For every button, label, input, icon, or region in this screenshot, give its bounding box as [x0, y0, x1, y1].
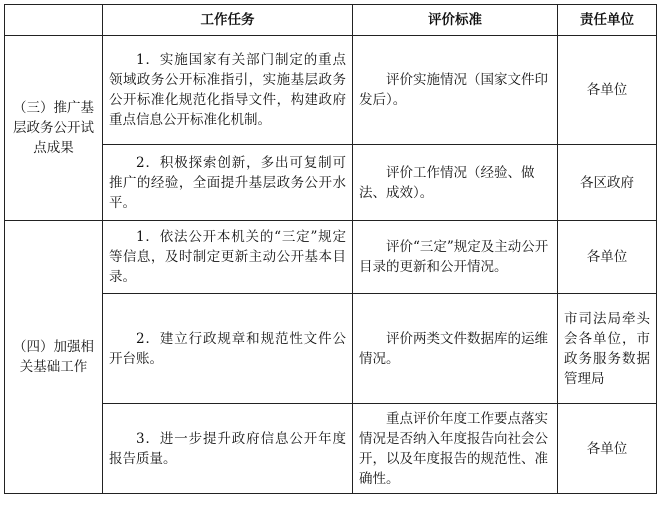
table-row	[5, 404, 657, 494]
table-row	[5, 145, 657, 221]
header-standard: 评价标准	[353, 5, 558, 36]
standard-cell: 评价两类文件数据库的运维情况。	[353, 294, 558, 404]
table-row	[5, 294, 657, 404]
header-unit: 责任单位	[558, 5, 657, 36]
standard-cell: 评价“三定”规定及主动公开目录的更新和公开情况。	[353, 221, 558, 294]
unit-cell: 各单位	[558, 221, 657, 294]
category-cell: （三）推广基层政务公开试点成果	[5, 36, 103, 221]
header-category	[5, 5, 103, 36]
unit-cell: 市司法局牵头会各单位，市政务服务数据管理局	[558, 294, 657, 404]
table-row	[5, 36, 657, 145]
standard-cell: 评价实施情况（国家文件印发后）。	[353, 36, 558, 145]
task-cell: 2．建立行政规章和规范性文件公开台账。	[103, 294, 353, 404]
unit-cell: 各单位	[558, 36, 657, 145]
task-cell: 1．依法公开本机关的“三定”规定等信息，及时制定更新主动公开基本目录。	[103, 221, 353, 294]
task-cell: 2．积极探索创新，多出可复制可推广的经验，全面提升基层政务公开水平。	[103, 145, 353, 221]
task-cell: 3．进一步提升政府信息公开年度报告质量。	[103, 404, 353, 494]
table-row	[5, 221, 657, 294]
task-evaluation-table	[4, 4, 657, 494]
unit-cell: 各区政府	[558, 145, 657, 221]
task-cell: 1．实施国家有关部门制定的重点领域政务公开标准指引，实施基层政务公开标准化规范化指导文件，构建政府重点信息公开标准化机制。	[103, 36, 353, 145]
standard-cell: 评价工作情况（经验、做法、成效）。	[353, 145, 558, 221]
unit-cell: 各单位	[558, 404, 657, 494]
header-row	[5, 5, 657, 36]
header-task: 工作任务	[103, 5, 353, 36]
standard-cell: 重点评价年度工作要点落实情况是否纳入年度报告向社会公开，以及年度报告的规范性、准确性。	[353, 404, 558, 494]
category-cell: （四）加强相关基础工作	[5, 221, 103, 494]
